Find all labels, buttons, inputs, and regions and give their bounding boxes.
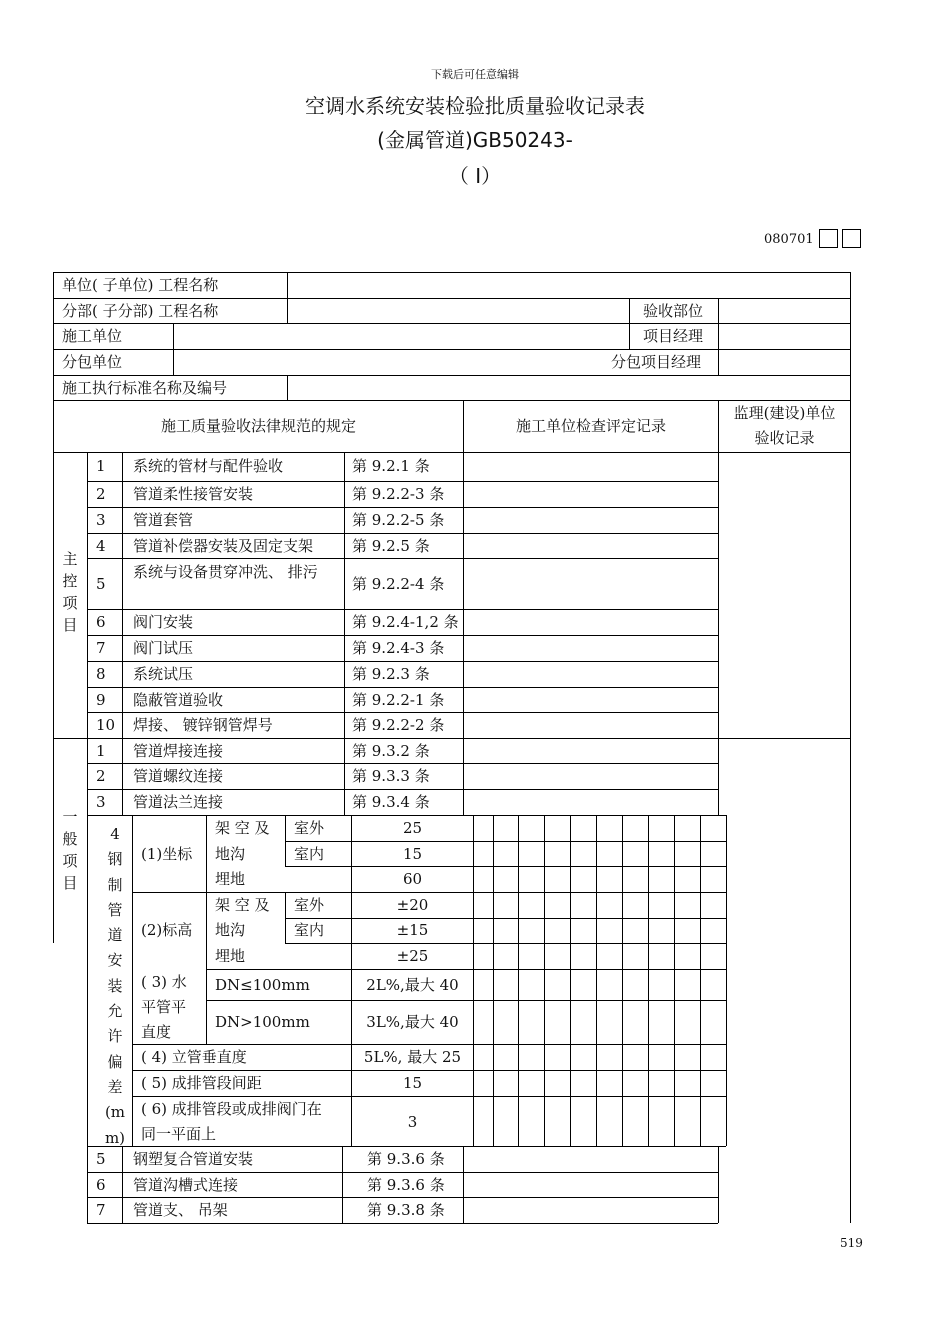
accept-part-label: 验收部位 <box>643 302 704 320</box>
overhead-label: 架 空 及 <box>215 819 270 837</box>
elev-outdoor-value: ±20 <box>396 896 429 914</box>
indoor-label: 室内 <box>294 845 325 863</box>
coord-outdoor-value: 25 <box>402 819 423 837</box>
page-number: 519 <box>840 1236 863 1250</box>
general-item-label: 一 般 项 目 <box>62 808 78 892</box>
supervision-header-line1: 监理(建设)单位 <box>733 404 836 422</box>
download-note: 下载后可任意编辑 <box>431 68 519 81</box>
code-checkbox-1[interactable] <box>819 229 838 248</box>
elev-label: (2)标高 <box>141 921 193 939</box>
plane-label-line2: 同一平面上 <box>141 1125 217 1143</box>
buried-label: 埋地 <box>215 947 246 965</box>
main-control-label: 主 控 项 目 <box>62 550 78 634</box>
spacing-value: 15 <box>402 1074 423 1092</box>
dn-small-value: 2L%,最大 40 <box>366 976 459 994</box>
elev-buried-value: ±25 <box>396 947 429 965</box>
sub-project-manager-label: 分包项目经理 <box>611 353 702 371</box>
page-subtitle: (金属管道)GB50243- <box>377 128 573 152</box>
horizontal-label-line2: 平管平 <box>141 998 187 1016</box>
page-subtitle-roman: （ Ⅰ） <box>448 164 502 188</box>
buried-label: 埋地 <box>215 870 246 888</box>
vertical-label: ( 4) 立管垂直度 <box>141 1048 247 1066</box>
outdoor-label: 室外 <box>294 819 325 837</box>
spec-column-header: 施工质量验收法律规范的规定 <box>160 417 356 435</box>
trench-label: 地沟 <box>215 845 246 863</box>
spacing-label: ( 5) 成排管段间距 <box>141 1074 262 1092</box>
indoor-label: 室内 <box>294 921 325 939</box>
project-manager-label: 项目经理 <box>643 327 704 345</box>
dn-large-value: 3L%,最大 40 <box>366 1013 459 1031</box>
coord-buried-value: 60 <box>402 870 423 888</box>
horizontal-label-line3: 直度 <box>141 1023 172 1041</box>
construction-unit-label: 施工单位 <box>62 327 123 345</box>
code-checkbox-2[interactable] <box>842 229 861 248</box>
overhead-label: 架 空 及 <box>215 896 270 914</box>
supervision-header-line2: 验收记录 <box>754 429 815 447</box>
check-column-header: 施工单位检查评定记录 <box>515 417 666 435</box>
plane-label-line1: ( 6) 成排管段或成排阀门在 <box>141 1100 322 1118</box>
vertical-value: 5L%, 最大 25 <box>363 1048 462 1066</box>
unit-project-label: 单位( 子单位) 工程名称 <box>62 276 219 294</box>
dn-large-label: DN>100mm <box>215 1013 310 1031</box>
plane-value: 3 <box>407 1113 418 1131</box>
horizontal-label-line1: ( 3) 水 <box>141 973 187 991</box>
dn-small-label: DN≤100mm <box>215 976 310 994</box>
coord-label: (1)坐标 <box>141 845 193 863</box>
elev-indoor-value: ±15 <box>396 921 429 939</box>
page-title: 空调水系统安装检验批质量验收记录表 <box>305 94 645 118</box>
sub-project-label: 分部( 子分部) 工程名称 <box>62 302 219 320</box>
coord-indoor-value: 15 <box>402 845 423 863</box>
trench-label: 地沟 <box>215 921 246 939</box>
tolerance-label: 4 钢 制 管 道 安 装 允 许 偏 差 (m m) <box>104 825 126 1147</box>
subcontractor-label: 分包单位 <box>62 353 123 371</box>
form-code: 080701 <box>764 232 814 247</box>
outdoor-label: 室外 <box>294 896 325 914</box>
standard-label: 施工执行标准名称及编号 <box>62 379 228 397</box>
